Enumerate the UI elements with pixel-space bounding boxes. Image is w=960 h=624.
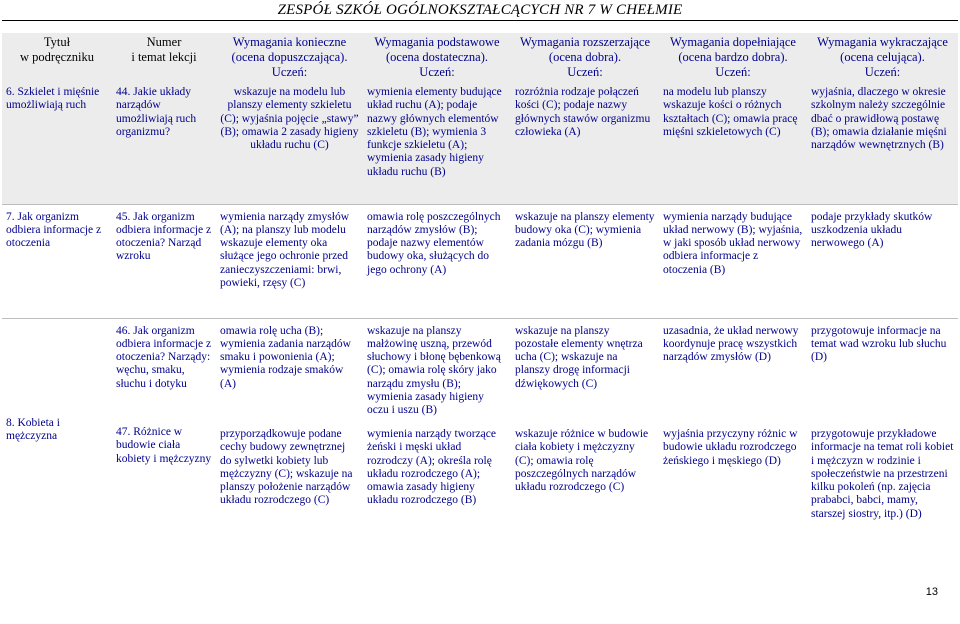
- header-basic-line3: Uczeń:: [419, 65, 455, 79]
- header-basic-cell: [363, 33, 511, 84]
- row47-beyond: przygotowuje przykładowe informacje na temat roli kobiet i mężczyzn w rodzinie i społeczeństwie na przestrzeni kilku pokoleń (np. zajęcia prababci, babci, mamy, starszej siostry, itp.) (D): [811, 428, 954, 520]
- row46-topic: 46. Jak organizm odbiera informacje z otoczenia? Narządy: węchu, smaku, słuchu i dotyku: [112, 318, 216, 426]
- curriculum-table: [2, 33, 958, 544]
- header-required-line3: Uczeń:: [271, 65, 308, 79]
- header-topic-cell: [112, 33, 216, 84]
- header-required-line1: Wymagania konieczne: [232, 35, 347, 49]
- row8-title-text: 8. Kobieta i mężczyzna: [6, 416, 60, 443]
- header-complementary-line2: (ocena bardzo dobra).: [678, 50, 788, 64]
- row6-required: wskazuje na modelu lub planszy elementy szkieletu (C); wyjaśnia pojęcie „stawy” (B); omawia 2 zasady higieny układu ruchu (C): [216, 84, 363, 204]
- header-title-line1: Tytuł: [43, 35, 71, 49]
- header-beyond-line1: Wymagania wykraczające: [817, 35, 948, 49]
- row7-required: wymienia narządy zmysłów (A); na planszy lub modelu wskazuje elementy oka służące jego ochronie przed zanieczyszczeniami: brwi, powieki, rzęsy (C): [216, 204, 363, 318]
- row6-extended: rozróżnia rodzaje połączeń kości (C); podaje nazwy głównych stawów organizmu człowieka (A): [511, 84, 659, 204]
- page-number: 13: [925, 586, 938, 598]
- row46-extended: wskazuje na planszy pozostałe elementy wnętrza ucha (C); wskazuje na planszy drogę informacji dźwiękowych (C): [511, 318, 659, 426]
- row46-complementary: uzasadnia, że układ nerwowy koordynuje pracę wszystkich narządów zmysłów (D): [659, 318, 807, 426]
- table-row: [2, 318, 958, 426]
- row7-topic: 45. Jak organizm odbiera informacje z otoczenia? Narząd wzroku: [112, 204, 216, 318]
- header-rule: [2, 20, 958, 21]
- table-row: [2, 426, 958, 544]
- header-title-line2: w podręczniku: [20, 50, 94, 64]
- header-title-cell: [2, 33, 112, 84]
- page-header: ZESPÓŁ SZKÓŁ OGÓLNOKSZTAŁCĄCYCH NR 7 W CHEŁMIE: [277, 2, 683, 18]
- header-required-line2: (ocena dopuszczająca).: [231, 50, 348, 64]
- row6-topic: 44. Jakie układy narządów umożliwiają ruch organizmu?: [112, 84, 216, 204]
- row47-complementary: wyjaśnia przyczyny różnic w budowie układu rozrodczego żeńskiego i męskiego (D): [663, 428, 798, 467]
- row47-basic: wymienia narządy tworzące żeński i męski układ rozrodczy (A); określa rolę układu rozrodczego (A); omawia zasady higieny układu rozrodczego (B): [367, 428, 496, 507]
- row46-basic: wskazuje na planszy małżowinę uszną, przewód słuchowy i błonę bębenkową (C); omawia rolę skóry jako narządu zmysłu (B); wymienia zasady higieny oczu i uszu (B): [363, 318, 511, 426]
- row7-extended: wskazuje na planszy elementy budowy oka (C); wymienia zadania mózgu (B): [511, 204, 659, 318]
- header-complementary-line1: Wymagania dopełniające: [670, 35, 796, 49]
- header-topic-line1: Numer: [146, 35, 182, 49]
- table-header-row: [2, 33, 958, 84]
- row47-required: przyporządkowuje podane cechy budowy zewnętrznej do sylwetki kobiety lub mężczyzny (C); wskazuje na planszy położenie narządów układu rozrodczego (C): [220, 428, 353, 507]
- header-basic-line2: (ocena dostateczna).: [385, 50, 489, 64]
- header-complementary-cell: [659, 33, 807, 84]
- row7-complementary: wymienia narządy budujące układ nerwowy (B); wyjaśnia, w jaki sposób układ nerwowy odbiera informacje z otoczenia (B): [659, 204, 807, 318]
- row6-complementary: na modelu lub planszy wskazuje kości o różnych kształtach (C); omawia pracę mięśni szkieletowych (C): [659, 84, 807, 204]
- row46-required: omawia rolę ucha (B); wymienia zadania narządów smaku i powonienia (A); wymienia rodzaje smaków (A): [216, 318, 363, 426]
- header-extended-line3: Uczeń:: [567, 65, 603, 79]
- row6-beyond: wyjaśnia, dlaczego w okresie szkolnym należy szczególnie dbać o prawidłową postawę (B); omawia działanie mięśni narządów wewnętrznych (B): [807, 84, 958, 204]
- header-required-cell: [216, 33, 363, 84]
- row7-title: 7. Jak organizm odbiera informacje z otoczenia: [2, 204, 112, 318]
- header-extended-line1: Wymagania rozszerzające: [519, 35, 651, 49]
- row47-topic: 47. Różnice w budowie ciała kobiety i mężczyzny: [116, 426, 212, 465]
- header-topic-line2: i temat lekcji: [131, 50, 197, 64]
- header-beyond-line3: Uczeń:: [864, 65, 901, 79]
- header-extended-cell: [511, 33, 659, 84]
- row7-basic: omawia rolę poszczególnych narządów zmysłów (B); podaje nazwy elementów budowy oka, służących do jego ochrony (A): [363, 204, 511, 318]
- row46-beyond: przygotowuje informacje na temat wad wzroku lub słuchu (D): [807, 318, 958, 426]
- row6-title: 6. Szkielet i mięśnie umożliwiają ruch: [2, 84, 112, 204]
- table-row: [2, 204, 958, 318]
- table-row: [2, 84, 958, 204]
- header-beyond-cell: [807, 33, 958, 84]
- row6-basic: wymienia elementy budujące układ ruchu (A); podaje nazwy głównych elementów szkieletu (B); wymienia 3 funkcje szkieletu (A); wymienia zasady higieny układu ruchu (B): [363, 84, 511, 204]
- header-complementary-line3: Uczeń:: [715, 65, 751, 79]
- row8-title: [2, 318, 112, 544]
- row7-beyond: podaje przykłady skutków uszkodzenia układu nerwowego (A): [807, 204, 958, 318]
- row47-extended: wskazuje różnice w budowie ciała kobiety i mężczyzny (C); omawia rolę poszczególnych narządów układu rozrodczego (C): [515, 428, 649, 494]
- header-basic-line1: Wymagania podstawowe: [374, 35, 500, 49]
- header-beyond-line2: (ocena celująca).: [840, 50, 925, 64]
- header-extended-line2: (ocena dobra).: [548, 50, 622, 64]
